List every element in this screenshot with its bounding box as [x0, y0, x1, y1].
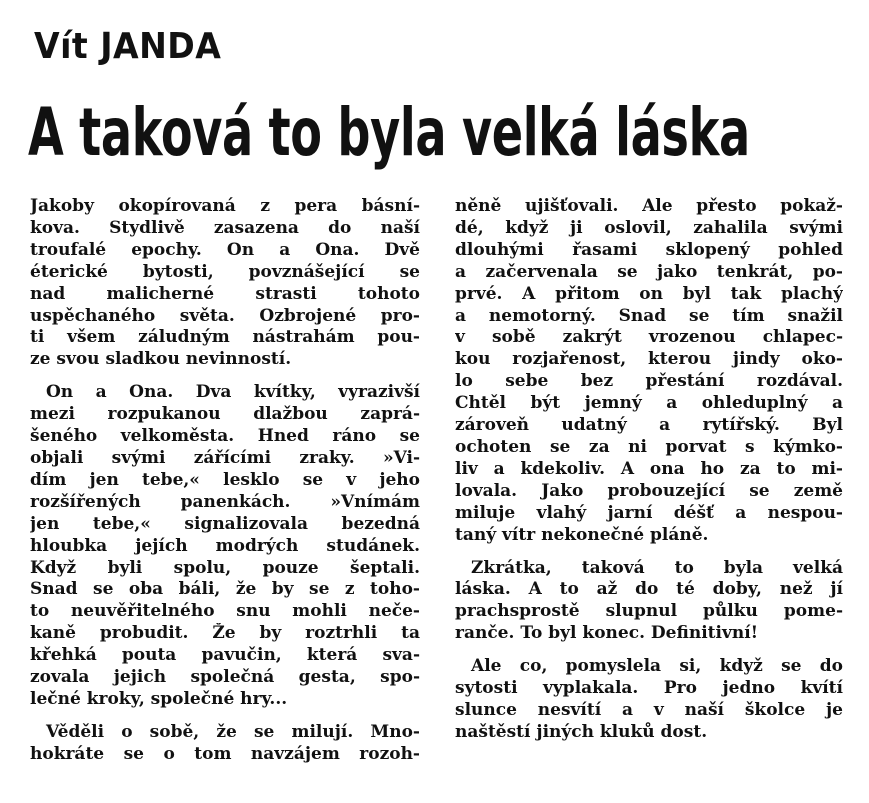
text-line: ze svou sladkou nevinností. — [30, 349, 292, 370]
article-column-right — [455, 196, 843, 744]
text-line: troufalé epochy. On a Ona. Dvě — [30, 239, 420, 260]
text-line: rozšířených panenkách. »Vnímám — [30, 491, 420, 512]
text-line: taný vítr nekonečné pláně. — [455, 524, 709, 545]
text-line: Snad se oba báli, že by se z toho- — [30, 579, 420, 600]
text-line: Věděli o sobě, že se milují. Mno- — [46, 721, 420, 742]
text-line: kova. Stydlivě zasazena do naší — [30, 217, 420, 238]
text-line: zovala jejich společná gesta, spo- — [30, 667, 420, 688]
paragraph-gap — [30, 371, 420, 382]
text-line: Jakoby okopírovaná z pera básní- — [30, 196, 420, 216]
text-line: lovala. Jako probouzející se země — [455, 480, 843, 501]
text-line: mezi rozpukanou dlažbou zaprá- — [30, 404, 420, 425]
text-line: láska. A to až do té doby, než jí — [455, 579, 843, 600]
text-line: Když byli spolu, pouze šeptali. — [30, 557, 420, 578]
text-line: dím jen tebe,« lesklo se v jeho — [30, 469, 420, 490]
text-line: nad malicherné strasti tohoto — [30, 283, 420, 304]
text-line: éterické bytosti, povznášející se — [30, 261, 420, 282]
column-divider — [437, 196, 438, 776]
text-line: to neuvěřitelného snu mohli neče- — [30, 601, 420, 622]
text-line: kaně probudit. Že by roztrhli ta — [30, 623, 420, 644]
article-column-left — [30, 196, 420, 766]
text-line: slunce nesvítí a v naší školce je — [455, 699, 843, 720]
text-line: hloubka jejích modrých studánek. — [30, 535, 420, 556]
text-line: Zkrátka, taková to byla velká — [471, 557, 843, 578]
text-line: naštěstí jiných kluků dost. — [455, 721, 708, 742]
text-line: ranče. To byl konec. Definitivní! — [455, 623, 759, 644]
text-line: uspěchaného světa. Ozbrojené pro- — [30, 305, 420, 326]
text-line: v sobě zakrýt vrozenou chlapec- — [455, 327, 843, 348]
text-line: dlouhými řasami sklopený pohled — [455, 239, 843, 260]
text-line: jen tebe,« signalizovala bezedná — [30, 513, 420, 534]
paragraph-gap — [455, 645, 843, 656]
text-line: a začervenala se jako tenkrát, po- — [455, 261, 843, 282]
paragraph-gap — [455, 547, 843, 558]
article-headline: A taková to byla velká láska — [28, 94, 750, 171]
text-line: něně ujišťovali. Ale přesto pokaž- — [455, 196, 843, 216]
text-line: prvé. A přitom on byl tak plachý — [455, 283, 843, 304]
text-line: sytosti vyplakala. Pro jedno kvítí — [455, 678, 843, 699]
text-line: On a Ona. Dva kvítky, vyrazivší — [46, 382, 420, 403]
text-line: prachsprostě slupnul půlku pome- — [455, 601, 843, 622]
text-line: hokráte se o tom navzájem rozoh- — [30, 743, 420, 764]
text-line: lo sebe bez přestání rozdával. — [455, 371, 843, 392]
text-line: objali svými zářícími zraky. »Vi- — [30, 447, 420, 468]
text-line: Ale co, pomyslela si, když se do — [471, 656, 843, 677]
text-line: Chtěl být jemný a ohleduplný a — [455, 393, 843, 414]
text-line: dé, když ji oslovil, zahalila svými — [455, 217, 843, 238]
text-line: a nemotorný. Snad se tím snažil — [455, 305, 843, 326]
text-line: šeného velkoměsta. Hned ráno se — [30, 426, 420, 447]
text-line: ti všem záludným nástrahám pou- — [30, 327, 420, 348]
paragraph-gap — [30, 711, 420, 722]
author-byline: Vít JANDA — [34, 26, 222, 67]
text-line: kou rozjařenost, kterou jindy oko- — [455, 349, 843, 370]
text-line: lečné kroky, společné hry... — [30, 688, 288, 709]
text-line: liv a kdekoliv. A ona ho za to mi- — [455, 458, 843, 479]
text-line: zároveň udatný a rytířský. Byl — [455, 415, 843, 436]
text-line: křehká pouta pavučin, která sva- — [30, 645, 420, 666]
text-line: miluje vlahý jarní déšť a nespou- — [455, 502, 843, 523]
text-line: ochoten se za ni porvat s kýmko- — [455, 436, 843, 457]
